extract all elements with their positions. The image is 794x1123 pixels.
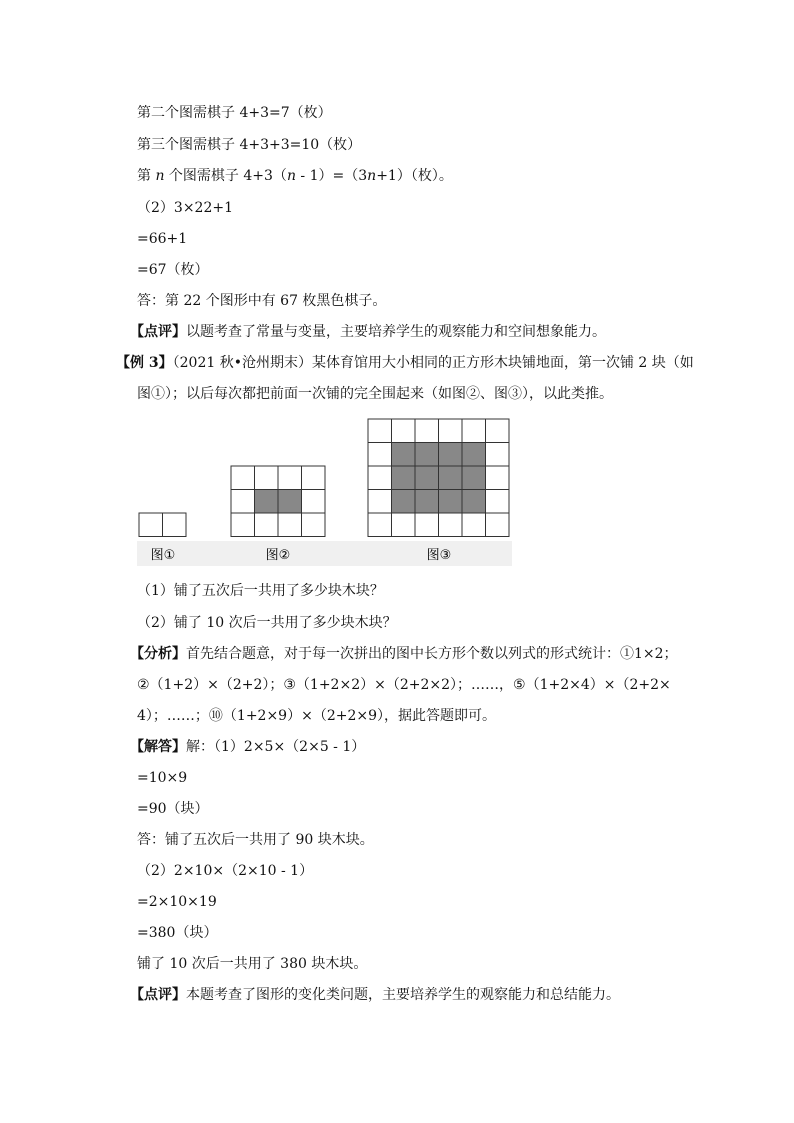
figure-3-grid xyxy=(368,419,509,537)
comment-2 xyxy=(130,986,620,1004)
shaded-tile xyxy=(415,490,439,514)
comment-2-text: 本题考查了图形的变化类问题，主要培养学生的观察能力和总结能力。 xyxy=(186,987,620,1003)
tile xyxy=(462,513,486,537)
question-1: （1）铺了五次后一共用了多少块木块？ xyxy=(137,583,384,599)
shaded-tile xyxy=(392,443,416,467)
line-3-part-b: 个图需棋子 4+3（ xyxy=(164,168,287,184)
line-5: =66+1 xyxy=(137,231,188,247)
solution-6: =2×10×19 xyxy=(137,894,217,910)
tile xyxy=(392,513,416,537)
example-heading xyxy=(116,354,694,372)
comment-tag: 【点评】 xyxy=(130,324,186,340)
analysis-3: 4）；……；⑩（1+2×9）×（2+2×9），据此答题即可。 xyxy=(137,708,497,724)
analysis-tag: 【分析】 xyxy=(130,646,186,662)
tile xyxy=(302,490,326,514)
solution-tag: 【解答】 xyxy=(130,739,186,755)
analysis-2: ②（1+2）×（2+2）；③（1+2×2）×（2+2×2）；……，⑤（1+2×4）×（2+2× xyxy=(137,677,671,693)
tile xyxy=(368,443,392,467)
analysis-text: 首先结合题意，对于每一次拼出的图中长方形个数以列式的形式统计：①1×2； xyxy=(186,646,678,662)
figure-1-grid xyxy=(139,513,186,537)
tile xyxy=(415,419,439,443)
var-n-3: n xyxy=(367,168,377,184)
tile xyxy=(368,466,392,490)
example-line-2: 图①）；以后每次都把前面一次铺的完全围起来（如图②、图③），以此类推。 xyxy=(137,386,613,402)
tile xyxy=(486,466,510,490)
tile xyxy=(231,513,255,537)
tile xyxy=(139,513,163,537)
solution-4: 答：铺了五次后一共用了 90 块木块。 xyxy=(137,832,374,848)
caption-figure-1: 图① xyxy=(150,548,176,563)
tile xyxy=(368,419,392,443)
comment-2-tag: 【点评】 xyxy=(130,987,186,1003)
shaded-tile xyxy=(462,490,486,514)
tile xyxy=(255,466,279,490)
example-tag: 【例 3】 xyxy=(116,355,173,371)
shaded-tile xyxy=(462,443,486,467)
shaded-tile xyxy=(439,443,463,467)
line-6: =67（枚） xyxy=(137,262,209,278)
line-3-part-d: +1）（枚）。 xyxy=(376,168,453,184)
tile xyxy=(439,513,463,537)
shaded-tile xyxy=(415,443,439,467)
line-3 xyxy=(137,167,453,185)
solution-2: =10×9 xyxy=(137,770,188,786)
tile xyxy=(439,419,463,443)
tile xyxy=(255,513,279,537)
tile xyxy=(278,513,302,537)
tile xyxy=(231,490,255,514)
shaded-tile xyxy=(255,490,279,514)
comment-text: 以题考查了常量与变量，主要培养学生的观察能力和空间想象能力。 xyxy=(186,324,606,340)
tile xyxy=(231,466,255,490)
line-7: 答：第 22 个图形中有 67 枚黑色棋子。 xyxy=(137,293,387,309)
tile xyxy=(302,466,326,490)
tile xyxy=(486,513,510,537)
tiling-figure xyxy=(137,418,512,566)
analysis-1 xyxy=(130,645,678,663)
solution-8: 铺了 10 次后一共用了 380 块木块。 xyxy=(137,956,368,972)
tile xyxy=(302,513,326,537)
tile xyxy=(486,443,510,467)
shaded-tile xyxy=(392,490,416,514)
comment-1 xyxy=(130,323,606,341)
shaded-tile xyxy=(278,490,302,514)
line-3-part-a: 第 xyxy=(137,168,156,184)
tile xyxy=(392,419,416,443)
caption-figure-3: 图③ xyxy=(426,548,452,563)
shaded-tile xyxy=(392,466,416,490)
tile xyxy=(462,419,486,443)
shaded-tile xyxy=(439,466,463,490)
tile xyxy=(415,513,439,537)
solution-1 xyxy=(130,738,365,756)
solution-5: （2）2×10×（2×10 - 1） xyxy=(137,863,314,879)
tile xyxy=(486,419,510,443)
line-2: 第三个图需棋子 4+3+3=10（枚） xyxy=(137,137,362,153)
shaded-tile xyxy=(439,490,463,514)
caption-band xyxy=(137,541,512,566)
var-n-2: n xyxy=(286,168,296,184)
tile xyxy=(278,466,302,490)
line-3-part-c: - 1）=（3 xyxy=(295,168,368,184)
solution-text: 解：（1）2×5×（2×5 - 1） xyxy=(186,739,366,755)
question-2: （2）铺了 10 次后一共用了多少块木块？ xyxy=(137,615,397,631)
tile xyxy=(368,513,392,537)
caption-figure-2: 图② xyxy=(265,548,291,563)
solution-3: =90（块） xyxy=(137,801,209,817)
example-text: （2021 秋•沧州期末）某体育馆用大小相同的正方形木块铺地面，第一次铺 2 块（如 xyxy=(172,355,694,371)
shaded-tile xyxy=(462,466,486,490)
figure-2-grid xyxy=(231,466,325,537)
var-n: n xyxy=(155,168,165,184)
tile xyxy=(163,513,187,537)
shaded-tile xyxy=(415,466,439,490)
solution-7: =380（块） xyxy=(137,925,218,941)
line-1: 第二个图需棋子 4+3=7（枚） xyxy=(137,105,332,121)
tile xyxy=(486,490,510,514)
line-4: （2）3×22+1 xyxy=(137,200,233,216)
tile xyxy=(368,490,392,514)
